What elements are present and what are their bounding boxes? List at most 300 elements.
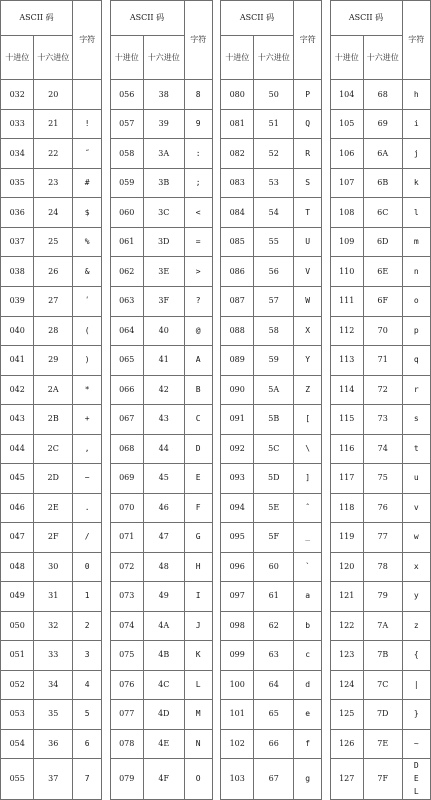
- decimal-value: 057: [110, 109, 143, 139]
- group-separator-3: [322, 552, 330, 582]
- hex-header: 十六进位: [254, 35, 294, 80]
- group-separator-2: [212, 375, 220, 405]
- group-separator-1: [102, 35, 110, 80]
- character-value: k: [402, 168, 431, 198]
- table-row: [1, 80, 431, 110]
- character-value: H: [184, 552, 212, 582]
- group-separator-1: [102, 552, 110, 582]
- character-value: x: [402, 552, 431, 582]
- hex-header: 十六进位: [143, 35, 184, 80]
- group-separator-1: [102, 257, 110, 287]
- table-row: [1, 582, 431, 612]
- decimal-value: 103: [221, 759, 254, 800]
- decimal-value: 112: [330, 316, 363, 346]
- decimal-value: 047: [1, 523, 34, 553]
- ascii-code-header: ASCII 码: [1, 1, 73, 36]
- character-value: D: [184, 434, 212, 464]
- table-row: [1, 552, 431, 582]
- group-separator-2: [212, 1, 220, 36]
- decimal-value: 098: [221, 611, 254, 641]
- character-value: I: [184, 582, 212, 612]
- hex-value: 4D: [143, 700, 184, 730]
- hex-value: 6F: [363, 286, 402, 316]
- group-separator-2: [212, 759, 220, 800]
- decimal-value: 035: [1, 168, 34, 198]
- hex-value: 4F: [143, 759, 184, 800]
- hex-value: 5C: [254, 434, 294, 464]
- character-value: @: [184, 316, 212, 346]
- hex-value: 24: [34, 198, 73, 228]
- group-separator-3: [322, 700, 330, 730]
- hex-value: 48: [143, 552, 184, 582]
- decimal-value: 117: [330, 464, 363, 494]
- decimal-value: 125: [330, 700, 363, 730]
- hex-value: 68: [363, 80, 402, 110]
- group-separator-1: [102, 198, 110, 228]
- group-separator-3: [322, 257, 330, 287]
- decimal-value: 071: [110, 523, 143, 553]
- group-separator-3: [322, 611, 330, 641]
- group-separator-3: [322, 168, 330, 198]
- char-header: 字符: [294, 1, 322, 80]
- group-separator-3: [322, 759, 330, 800]
- character-value: q: [402, 346, 431, 376]
- decimal-value: 106: [330, 139, 363, 169]
- character-value: c: [294, 641, 322, 671]
- group-separator-3: [322, 375, 330, 405]
- group-separator-3: [322, 434, 330, 464]
- decimal-value: 090: [221, 375, 254, 405]
- group-separator-2: [212, 286, 220, 316]
- hex-value: 2F: [34, 523, 73, 553]
- character-value: Q: [294, 109, 322, 139]
- decimal-value: 102: [221, 729, 254, 759]
- character-value: M: [184, 700, 212, 730]
- table-row: [1, 168, 431, 198]
- character-value: n: [402, 257, 431, 287]
- character-value: ʹ: [72, 286, 101, 316]
- hex-value: 61: [254, 582, 294, 612]
- character-value: >: [184, 257, 212, 287]
- character-value: t: [402, 434, 431, 464]
- group-separator-2: [212, 464, 220, 494]
- hex-value: 2E: [34, 493, 73, 523]
- decimal-value: 036: [1, 198, 34, 228]
- hex-value: 7A: [363, 611, 402, 641]
- char-header: 字符: [72, 1, 101, 80]
- character-value: #: [72, 168, 101, 198]
- decimal-value: 089: [221, 346, 254, 376]
- character-value: f: [294, 729, 322, 759]
- character-value: 4: [72, 670, 101, 700]
- hex-value: 28: [34, 316, 73, 346]
- group-separator-1: [102, 286, 110, 316]
- hex-value: 7B: [363, 641, 402, 671]
- decimal-value: 049: [1, 582, 34, 612]
- character-value: +: [72, 405, 101, 435]
- table-row: [1, 198, 431, 228]
- decimal-value: 051: [1, 641, 34, 671]
- group-separator-1: [102, 316, 110, 346]
- decimal-value: 109: [330, 227, 363, 257]
- decimal-value: 081: [221, 109, 254, 139]
- character-value: DEL: [402, 759, 431, 800]
- hex-value: 35: [34, 700, 73, 730]
- table-row: [1, 700, 431, 730]
- character-value: R: [294, 139, 322, 169]
- group-separator-2: [212, 552, 220, 582]
- decimal-value: 105: [330, 109, 363, 139]
- group-separator-1: [102, 109, 110, 139]
- hex-value: 22: [34, 139, 73, 169]
- group-separator-2: [212, 316, 220, 346]
- character-value: 6: [72, 729, 101, 759]
- group-separator-2: [212, 405, 220, 435]
- hex-value: 5F: [254, 523, 294, 553]
- group-separator-1: [102, 168, 110, 198]
- decimal-value: 094: [221, 493, 254, 523]
- decimal-value: 113: [330, 346, 363, 376]
- char-header: 字符: [184, 1, 212, 80]
- hex-value: 69: [363, 109, 402, 139]
- hex-value: 77: [363, 523, 402, 553]
- decimal-value: 032: [1, 80, 34, 110]
- group-separator-3: [322, 1, 330, 36]
- hex-value: 67: [254, 759, 294, 800]
- hex-value: 7C: [363, 670, 402, 700]
- character-value: ˆ: [294, 493, 322, 523]
- character-value: A: [184, 346, 212, 376]
- character-value: T: [294, 198, 322, 228]
- hex-value: 60: [254, 552, 294, 582]
- character-value: %: [72, 227, 101, 257]
- character-value: g: [294, 759, 322, 800]
- character-value: ~: [402, 729, 431, 759]
- group-separator-3: [322, 582, 330, 612]
- character-value: *: [72, 375, 101, 405]
- decimal-value: 116: [330, 434, 363, 464]
- decimal-value: 107: [330, 168, 363, 198]
- decimal-value: 079: [110, 759, 143, 800]
- hex-value: 41: [143, 346, 184, 376]
- hex-value: 2C: [34, 434, 73, 464]
- group-separator-1: [102, 493, 110, 523]
- hex-value: 54: [254, 198, 294, 228]
- decimal-value: 073: [110, 582, 143, 612]
- character-value: 8: [184, 80, 212, 110]
- decimal-value: 121: [330, 582, 363, 612]
- group-separator-2: [212, 139, 220, 169]
- hex-value: 51: [254, 109, 294, 139]
- group-separator-3: [322, 316, 330, 346]
- character-value: (: [72, 316, 101, 346]
- hex-value: 2B: [34, 405, 73, 435]
- decimal-value: 048: [1, 552, 34, 582]
- character-value: !: [72, 109, 101, 139]
- hex-value: 38: [143, 80, 184, 110]
- character-value: i: [402, 109, 431, 139]
- hex-value: 7F: [363, 759, 402, 800]
- group-separator-3: [322, 139, 330, 169]
- character-value: u: [402, 464, 431, 494]
- character-value: }: [402, 700, 431, 730]
- group-separator-1: [102, 523, 110, 553]
- decimal-value: 120: [330, 552, 363, 582]
- character-value: X: [294, 316, 322, 346]
- group-separator-1: [102, 759, 110, 800]
- decimal-value: 046: [1, 493, 34, 523]
- table-row: [1, 109, 431, 139]
- group-separator-1: [102, 434, 110, 464]
- hex-value: 65: [254, 700, 294, 730]
- character-value: z: [402, 611, 431, 641]
- group-separator-3: [322, 641, 330, 671]
- decimal-value: 124: [330, 670, 363, 700]
- hex-value: 56: [254, 257, 294, 287]
- decimal-header: 十进位: [221, 35, 254, 80]
- hex-value: 4B: [143, 641, 184, 671]
- group-separator-2: [212, 346, 220, 376]
- group-separator-1: [102, 1, 110, 36]
- decimal-value: 063: [110, 286, 143, 316]
- character-value: =: [184, 227, 212, 257]
- table-row: [1, 375, 431, 405]
- character-value: v: [402, 493, 431, 523]
- character-value: N: [184, 729, 212, 759]
- group-separator-2: [212, 80, 220, 110]
- hex-value: 21: [34, 109, 73, 139]
- decimal-value: 040: [1, 316, 34, 346]
- decimal-header: 十进位: [110, 35, 143, 80]
- hex-value: 4E: [143, 729, 184, 759]
- group-separator-2: [212, 109, 220, 139]
- group-separator-2: [212, 198, 220, 228]
- character-value: ]: [294, 464, 322, 494]
- hex-value: 27: [34, 286, 73, 316]
- hex-value: 49: [143, 582, 184, 612]
- decimal-value: 086: [221, 257, 254, 287]
- group-separator-3: [322, 109, 330, 139]
- group-separator-1: [102, 139, 110, 169]
- decimal-value: 053: [1, 700, 34, 730]
- hex-value: 3A: [143, 139, 184, 169]
- group-separator-1: [102, 405, 110, 435]
- decimal-value: 045: [1, 464, 34, 494]
- hex-value: 4C: [143, 670, 184, 700]
- character-value: L: [184, 670, 212, 700]
- group-separator-3: [322, 464, 330, 494]
- hex-value: 5E: [254, 493, 294, 523]
- character-value: [: [294, 405, 322, 435]
- hex-value: 37: [34, 759, 73, 800]
- character-value: Z: [294, 375, 322, 405]
- hex-value: 7D: [363, 700, 402, 730]
- decimal-value: 115: [330, 405, 363, 435]
- decimal-value: 114: [330, 375, 363, 405]
- character-value: e: [294, 700, 322, 730]
- group-separator-2: [212, 35, 220, 80]
- hex-value: 66: [254, 729, 294, 759]
- decimal-value: 083: [221, 168, 254, 198]
- table-row: [1, 139, 431, 169]
- hex-value: 5A: [254, 375, 294, 405]
- decimal-value: 042: [1, 375, 34, 405]
- decimal-value: 091: [221, 405, 254, 435]
- decimal-value: 062: [110, 257, 143, 287]
- character-value: \: [294, 434, 322, 464]
- group-separator-3: [322, 35, 330, 80]
- group-separator-3: [322, 670, 330, 700]
- character-value: |: [402, 670, 431, 700]
- decimal-value: 122: [330, 611, 363, 641]
- character-value: h: [402, 80, 431, 110]
- hex-value: 32: [34, 611, 73, 641]
- character-value: 0: [72, 552, 101, 582]
- hex-value: 2D: [34, 464, 73, 494]
- character-value: p: [402, 316, 431, 346]
- character-value: E: [184, 464, 212, 494]
- hex-value: 6C: [363, 198, 402, 228]
- group-separator-2: [212, 611, 220, 641]
- decimal-value: 039: [1, 286, 34, 316]
- decimal-value: 038: [1, 257, 34, 287]
- hex-value: 6D: [363, 227, 402, 257]
- hex-value: 25: [34, 227, 73, 257]
- group-separator-3: [322, 523, 330, 553]
- decimal-header: 十进位: [330, 35, 363, 80]
- decimal-value: 126: [330, 729, 363, 759]
- hex-value: 52: [254, 139, 294, 169]
- decimal-value: 101: [221, 700, 254, 730]
- group-separator-1: [102, 346, 110, 376]
- table-row: [1, 316, 431, 346]
- decimal-value: 056: [110, 80, 143, 110]
- table-row: [1, 729, 431, 759]
- character-value: −: [72, 464, 101, 494]
- ascii-code-header: ASCII 码: [221, 1, 294, 36]
- decimal-value: 095: [221, 523, 254, 553]
- group-separator-1: [102, 227, 110, 257]
- character-value: 3: [72, 641, 101, 671]
- decimal-value: 075: [110, 641, 143, 671]
- hex-value: 43: [143, 405, 184, 435]
- character-value: :: [184, 139, 212, 169]
- character-value: b: [294, 611, 322, 641]
- decimal-value: 084: [221, 198, 254, 228]
- decimal-value: 127: [330, 759, 363, 800]
- table-row: [1, 523, 431, 553]
- hex-value: 62: [254, 611, 294, 641]
- character-value: 5: [72, 700, 101, 730]
- hex-value: 31: [34, 582, 73, 612]
- hex-value: 34: [34, 670, 73, 700]
- decimal-value: 064: [110, 316, 143, 346]
- decimal-value: 044: [1, 434, 34, 464]
- hex-value: 75: [363, 464, 402, 494]
- hex-value: 55: [254, 227, 294, 257]
- decimal-value: 111: [330, 286, 363, 316]
- character-value: j: [402, 139, 431, 169]
- character-value: B: [184, 375, 212, 405]
- decimal-value: 037: [1, 227, 34, 257]
- decimal-value: 093: [221, 464, 254, 494]
- character-value: J: [184, 611, 212, 641]
- decimal-value: 043: [1, 405, 34, 435]
- hex-value: 20: [34, 80, 73, 110]
- character-value: ?: [184, 286, 212, 316]
- decimal-value: 092: [221, 434, 254, 464]
- group-separator-3: [322, 346, 330, 376]
- group-separator-1: [102, 611, 110, 641]
- group-separator-1: [102, 464, 110, 494]
- table-row: [1, 286, 431, 316]
- table-row: [1, 611, 431, 641]
- table-row: [1, 641, 431, 671]
- decimal-value: 054: [1, 729, 34, 759]
- group-separator-1: [102, 700, 110, 730]
- group-separator-3: [322, 405, 330, 435]
- hex-value: 42: [143, 375, 184, 405]
- decimal-value: 123: [330, 641, 363, 671]
- group-separator-2: [212, 523, 220, 553]
- character-value: _: [294, 523, 322, 553]
- hex-value: 47: [143, 523, 184, 553]
- hex-value: 46: [143, 493, 184, 523]
- character-value: 7: [72, 759, 101, 800]
- hex-value: 45: [143, 464, 184, 494]
- character-value: /: [72, 523, 101, 553]
- decimal-value: 050: [1, 611, 34, 641]
- character-value: [72, 80, 101, 110]
- character-value: <: [184, 198, 212, 228]
- table-row: [1, 493, 431, 523]
- group-separator-3: [322, 493, 330, 523]
- decimal-value: 096: [221, 552, 254, 582]
- table-row: [1, 257, 431, 287]
- character-value: r: [402, 375, 431, 405]
- decimal-value: 070: [110, 493, 143, 523]
- group-separator-3: [322, 227, 330, 257]
- character-value: a: [294, 582, 322, 612]
- decimal-value: 076: [110, 670, 143, 700]
- character-value: l: [402, 198, 431, 228]
- ascii-code-header: ASCII 码: [330, 1, 402, 36]
- hex-value: 3D: [143, 227, 184, 257]
- character-value: s: [402, 405, 431, 435]
- group-separator-2: [212, 641, 220, 671]
- character-value: ˝: [72, 139, 101, 169]
- hex-value: 39: [143, 109, 184, 139]
- hex-value: 7E: [363, 729, 402, 759]
- decimal-value: 034: [1, 139, 34, 169]
- group-separator-2: [212, 493, 220, 523]
- decimal-value: 052: [1, 670, 34, 700]
- hex-value: 74: [363, 434, 402, 464]
- group-separator-1: [102, 80, 110, 110]
- group-separator-1: [102, 641, 110, 671]
- decimal-value: 118: [330, 493, 363, 523]
- hex-value: 3E: [143, 257, 184, 287]
- decimal-value: 033: [1, 109, 34, 139]
- character-value: o: [402, 286, 431, 316]
- decimal-value: 100: [221, 670, 254, 700]
- decimal-value: 119: [330, 523, 363, 553]
- character-value: P: [294, 80, 322, 110]
- hex-value: 3B: [143, 168, 184, 198]
- character-value: ): [72, 346, 101, 376]
- group-separator-3: [322, 729, 330, 759]
- hex-value: 3C: [143, 198, 184, 228]
